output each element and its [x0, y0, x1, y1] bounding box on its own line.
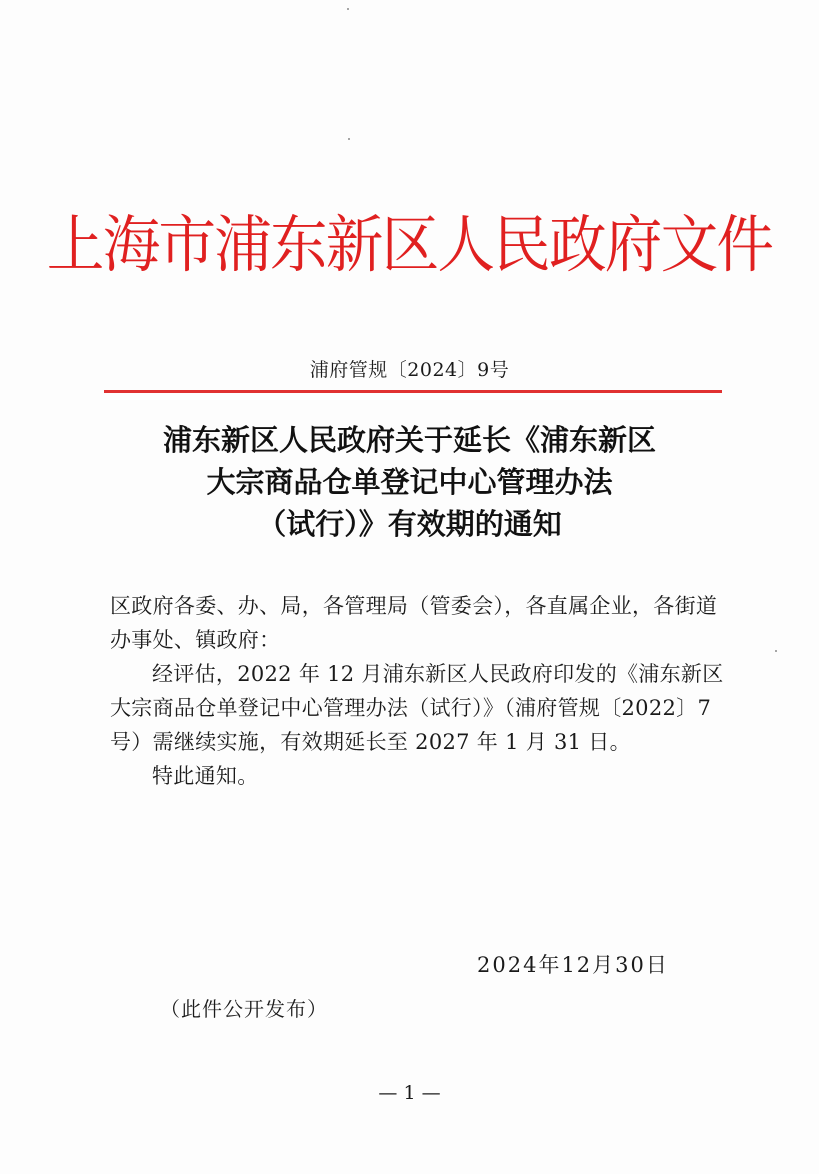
document-number: 浦府管规〔2024〕9号: [309, 359, 510, 381]
disclosure-note: （此件公开发布）: [160, 997, 328, 1021]
addressee-line: 办事处、镇政府：: [110, 628, 281, 652]
scan-speck: [775, 650, 777, 652]
document-body: [110, 589, 730, 793]
issuing-authority-header: 上海市浦东新区人民政府文件: [46, 208, 773, 281]
scan-speck: [347, 8, 349, 10]
page-number: — 1 —: [378, 1082, 441, 1104]
document-subject: [0, 419, 819, 545]
issue-date: 2024年12月30日: [477, 953, 669, 977]
subject-line: （试行）》有效期的通知: [257, 507, 562, 541]
scan-speck: [348, 138, 350, 140]
closing-line: 特此通知。: [152, 764, 259, 788]
subject-line: 浦东新区人民政府关于延长《浦东新区: [162, 423, 656, 457]
body-line: 号）需继续实施，有效期延长至 2027 年 1 月 31 日。: [110, 730, 631, 754]
subject-line: 大宗商品仓单登记中心管理办法: [206, 465, 613, 499]
body-line: 经评估，2022 年 12 月浦东新区人民政府印发的《浦东新区: [152, 662, 724, 686]
body-line: 大宗商品仓单登记中心管理办法（试行）》（浦府管规〔2022〕7: [110, 696, 712, 720]
red-divider-line: [104, 390, 722, 393]
addressee-line: 区政府各委、办、局，各管理局（管委会），各直属企业，各街道: [110, 594, 718, 618]
